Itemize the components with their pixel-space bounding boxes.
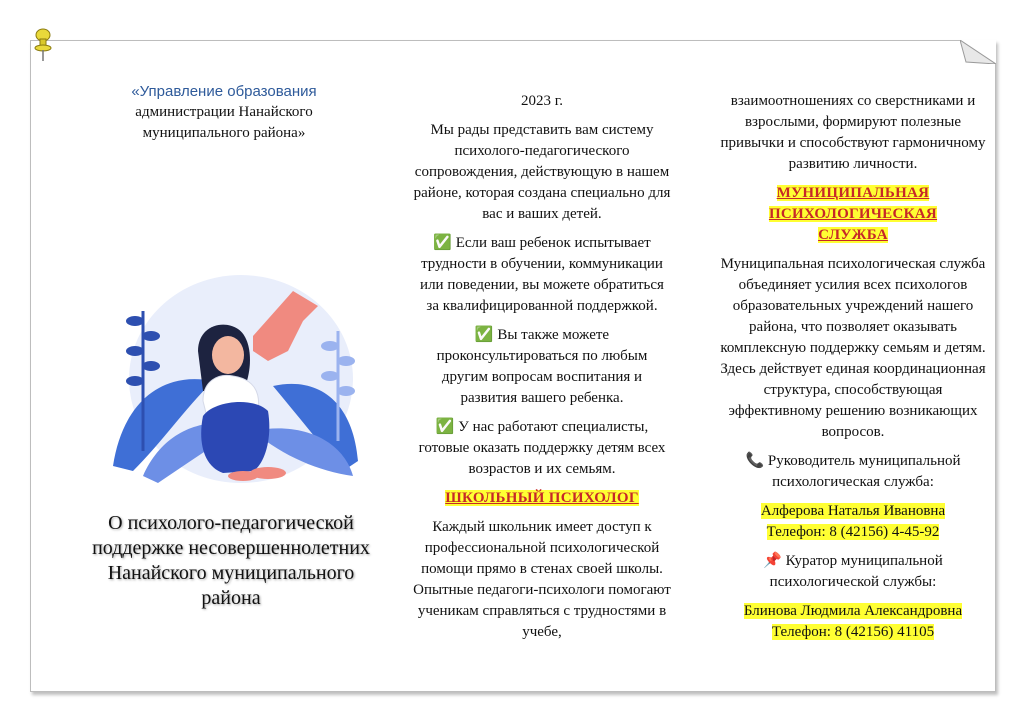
curator-phone: Телефон: 8 (42156) 41105 [771, 624, 935, 640]
page-fold-corner [960, 40, 996, 64]
head-contact-label: 📞 Руководитель муниципальной психологическая служба: [745, 453, 961, 490]
curator-name: Блинова Людмила Александровна [743, 603, 963, 619]
org-line-3: муниципального района» [142, 125, 306, 141]
head-phone: Телефон: 8 (42156) 4-45-92 [766, 524, 940, 540]
middle-column [413, 91, 671, 651]
year: 2023 г. [521, 93, 563, 109]
school-psychologist-heading: ШКОЛЬНЫЙ ПСИХОЛОГ [445, 490, 639, 506]
checklist-item: ✅ У нас работают специалисты, готовые оказать поддержку детям всех возрастов и их семьям. [418, 419, 666, 477]
curator-contact-label: 📌 Куратор муниципальной психологической службы: [763, 553, 943, 590]
checklist-item: ✅ Если ваш ребенок испытывает трудности в обучении, коммуникации или поведении, вы можете обратиться за квалифицированной поддержкой. [420, 235, 664, 314]
school-psychologist-text: Каждый школьник имеет доступ к профессиональной психологической помощи прямо в стенах своей школы. Опытные педагоги-психологи помогают ученикам справляться с трудностями в учебе, [413, 519, 671, 640]
support-illustration [103, 251, 369, 491]
municipal-service-text: Муниципальная психологическая служба объединяет усилия всех психологов образовательных учреждений нашего района, что позволяет оказывать комплексную поддержку семьям и детям. Здесь действует единая координационная структура, способствующая эффективному решению возникающих вопросов. [720, 256, 986, 440]
continuation-paragraph: взаимоотношениях со сверстниками и взрослыми, формируют полезные привычки и способствуют гармоничному развитию личности. [720, 93, 986, 172]
municipal-service-heading: МУНИЦИПАЛЬНАЯ ПСИХОЛОГИЧЕСКАЯ СЛУЖБА [768, 185, 938, 243]
head-name: Алферова Наталья Ивановна [760, 503, 946, 519]
org-line-2: администрации Нанайского [135, 104, 313, 120]
intro-paragraph: Мы рады представить вам систему психолого-педагогического сопровождения, действующую в нашем районе, которая создана специально для вас и ваших детей. [413, 122, 671, 222]
checklist-item: ✅ Вы также можете проконсультироваться по любым другим вопросам воспитания и развития вашего ребенка. [436, 327, 648, 406]
organization-name [69, 81, 379, 144]
brochure-title: О психолого-педагогической поддержке несовершеннолетних Нанайского муниципального района [92, 512, 370, 609]
pushpin-icon [33, 28, 53, 62]
brochure-sheet [30, 40, 996, 692]
left-column [69, 81, 379, 144]
right-column [717, 91, 989, 651]
org-line-1: «Управление образования [131, 83, 317, 100]
